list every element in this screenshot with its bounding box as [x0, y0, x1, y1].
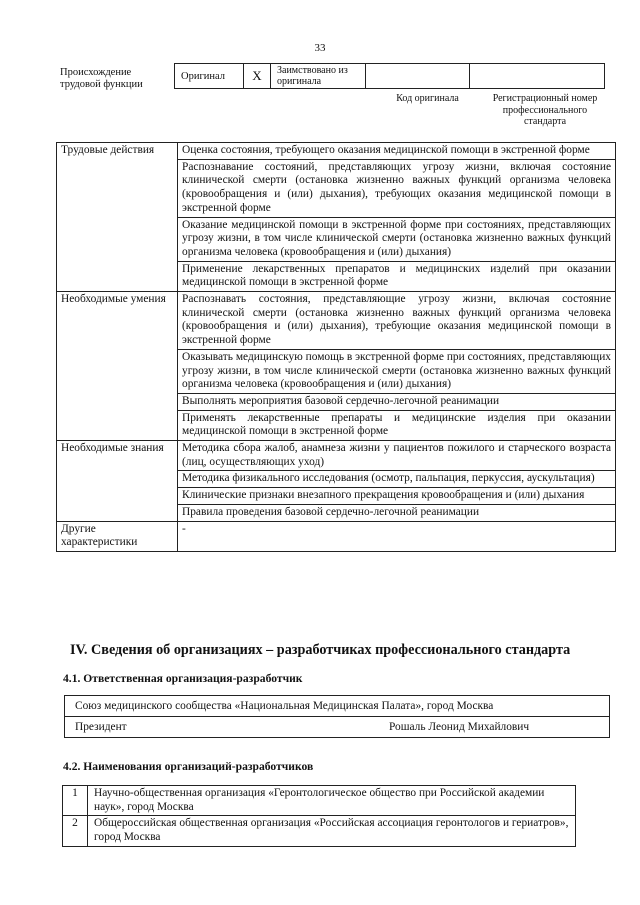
table-row [63, 786, 576, 816]
origin-label: Происхождение трудовой функции [60, 67, 143, 90]
code-caption: Код оригинала [396, 93, 459, 104]
table-cell: Выполнять мероприятия базовой сердечно-легочной реанимации [178, 393, 616, 410]
original-label: Оригинал [175, 64, 244, 89]
section-title: IV. Сведения об организациях – разработчиках профессионального стандарта [70, 642, 571, 658]
position-title: Президент [65, 717, 356, 738]
table-row [57, 521, 616, 551]
table-cell: Оказание медицинской помощи в экстренной форме при состояниях, представляющих угрозу жизни, в том числе клинической смерти (остановка жизненно важных функций организма человека (кровообращения и (или) дыхания) [178, 217, 616, 261]
table-row [65, 717, 610, 738]
table-cell: Распознавать состояния, представляющие угрозу жизни, включая состояние клинической смерти (остановка жизненно важных функций организма человека (кровообращения и (или) дыхания), требующие оказания медицинской помощи в экстренной форме [178, 292, 616, 350]
table-row [57, 292, 616, 350]
table-cell: Распознавание состояний, представляющих угрозу жизни, включая состояние клинической смерти (остановка жизненно важных функций организма человека (кровообращения и (или) дыхания), требующих оказания медицинской помощи в экстренной форме [178, 159, 616, 217]
table-cell: Методика сбора жалоб, анамнеза жизни у пациентов пожилого и старческого возраста (лиц, осуществляющих уход) [178, 441, 616, 471]
table-row [57, 143, 616, 160]
responsible-org-table [64, 695, 610, 738]
table-cell: Методика физикального исследования (осмотр, пальпация, перкуссия, аускультация) [178, 471, 616, 488]
reg-caption: Регистрационный номер профессионального стандарта [492, 93, 598, 127]
subsection-title-4-2: 4.2. Наименования организаций-разработчиков [63, 760, 314, 773]
original-code-cell [366, 64, 470, 89]
origin-table [174, 63, 605, 89]
page-number: 33 [314, 42, 326, 54]
table-cell: Применение лекарственных препаратов и медицинских изделий при оказании медицинской помощи в экстренной форме [178, 261, 616, 291]
borrowed-label: Заимствовано из оригинала [271, 64, 366, 89]
original-mark: X [244, 64, 271, 89]
section-label: Другие характеристики [57, 521, 178, 551]
org-text: Общероссийская общественная организация «Российская ассоциация геронтологов и гериатров», город Москва [88, 816, 576, 846]
reg-number-cell [470, 64, 605, 89]
developer-orgs-table [62, 785, 576, 847]
table-cell: Оказывать медицинскую помощь в экстренной форме при состояниях, представляющих угрозу жизни, в том числе клинической смерти (остановка жизненно важных функций организма человека (кровообращения и (или) дыхания) [178, 349, 616, 393]
table-row [63, 816, 576, 846]
person-name: Рошаль Леонид Михайлович [355, 717, 610, 738]
table-cell: Правила проведения базовой сердечно-легочной реанимации [178, 504, 616, 521]
subsection-title-4-1: 4.1. Ответственная организация-разработчик [63, 672, 303, 685]
section-label: Трудовые действия [57, 143, 178, 292]
table-cell: Клинические признаки внезапного прекращения кровообращения и (или) дыхания [178, 488, 616, 505]
row-number: 1 [63, 786, 88, 816]
section-label: Необходимые умения [57, 292, 178, 441]
section-label: Необходимые знания [57, 441, 178, 522]
org-name: Союз медицинского сообщества «Национальная Медицинская Палата», город Москва [65, 696, 610, 717]
table-cell: - [178, 521, 616, 551]
table-row [57, 441, 616, 471]
function-table [56, 142, 616, 552]
table-cell: Оценка состояния, требующего оказания медицинской помощи в экстренной форме [178, 143, 616, 160]
row-number: 2 [63, 816, 88, 846]
table-row [65, 696, 610, 717]
table-cell: Применять лекарственные препараты и медицинские изделия при оказании медицинской помощи в экстренной форме [178, 410, 616, 440]
org-text: Научно-общественная организация «Геронтологическое общество при Российской академии наук», город Москва [88, 786, 576, 816]
